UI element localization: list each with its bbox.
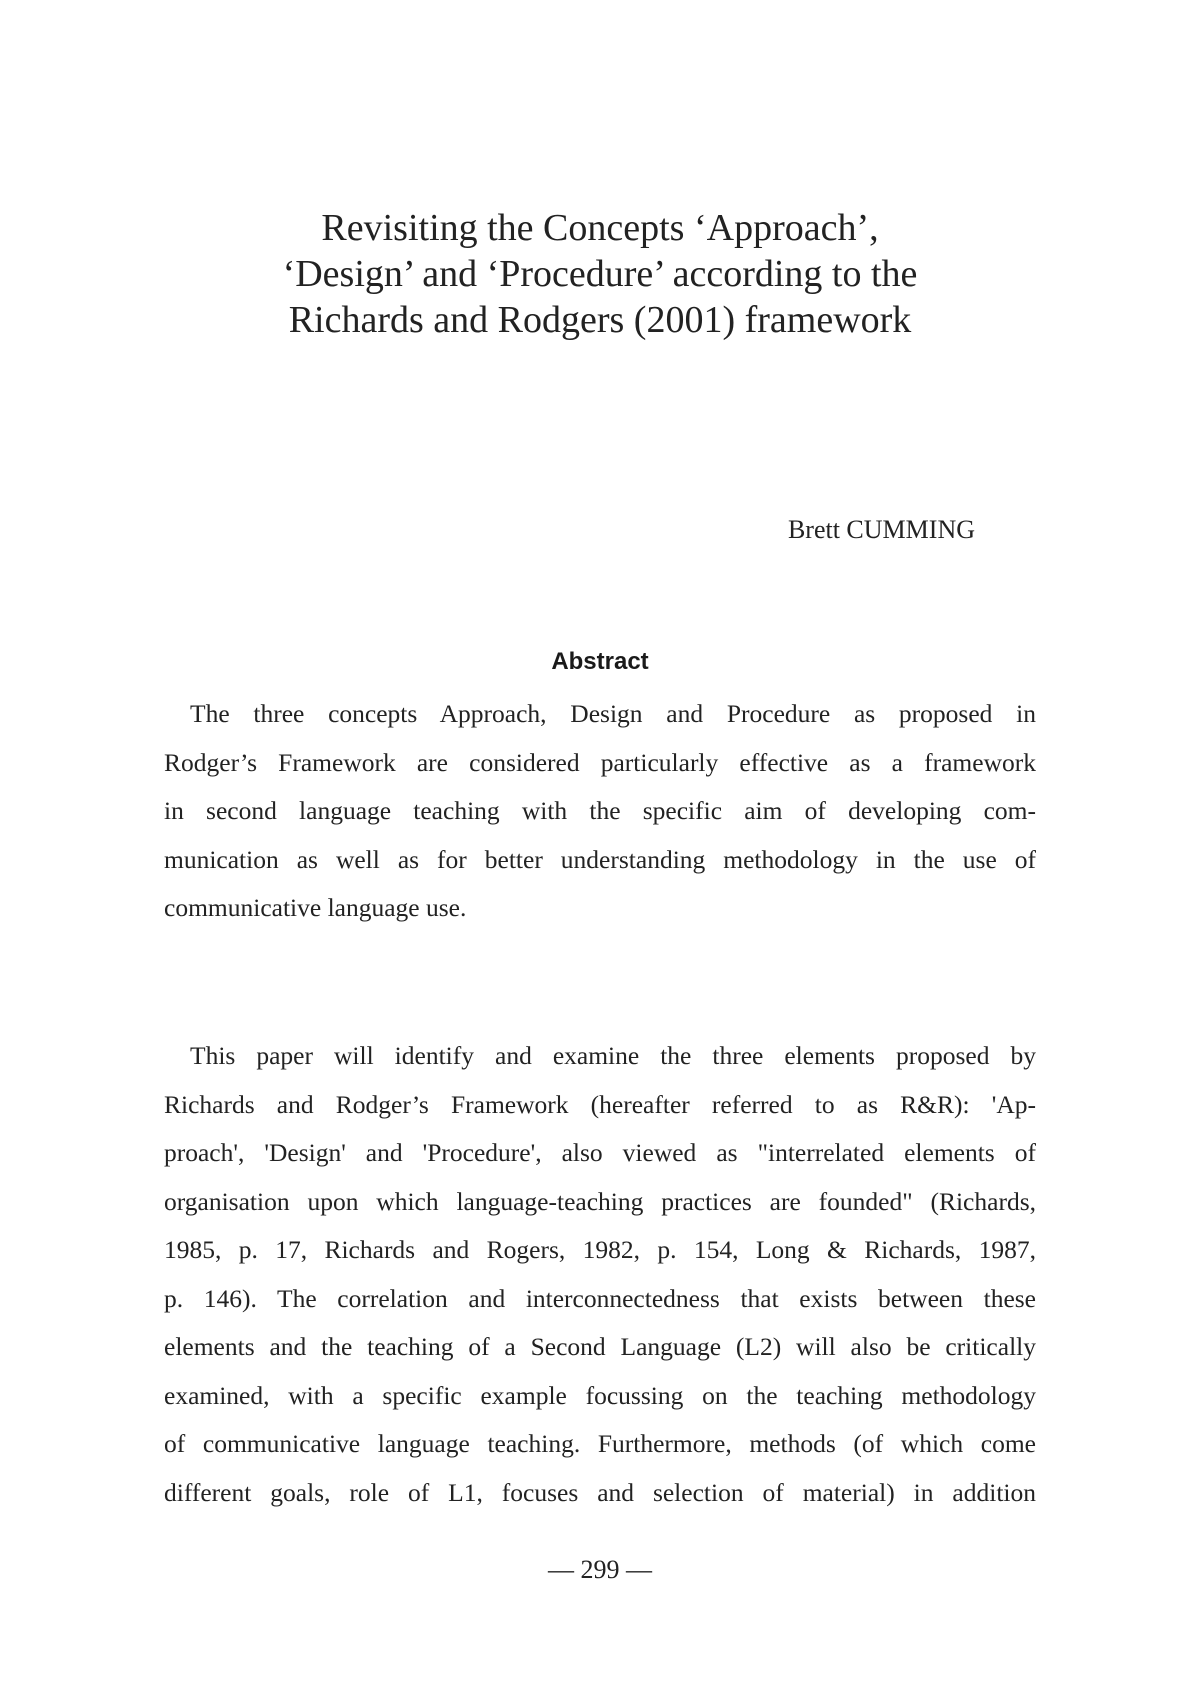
abstract-line: Rodger’s Framework are considered particularly effective as a framework bbox=[164, 747, 1036, 777]
abstract-paragraph bbox=[164, 690, 1036, 933]
body-line: 1985, p. 17, Richards and Rogers, 1982, p. 154, Long & Richards, 1987, bbox=[164, 1235, 1036, 1264]
body-line: p. 146). The correlation and interconnectedness that exists between these bbox=[164, 1283, 1036, 1313]
body-line: elements and the teaching of a Second Language (L2) will also be critically bbox=[164, 1332, 1036, 1361]
paper-title bbox=[160, 205, 1040, 343]
title-line-2: ‘Design’ and ‘Procedure’ according to the bbox=[282, 253, 918, 295]
body-line: organisation upon which language-teaching practices are founded" (Richards, bbox=[164, 1186, 1036, 1216]
title-line-1: Revisiting the Concepts ‘Approach’, bbox=[321, 207, 879, 249]
body-line: proach', 'Design' and 'Procedure', also viewed as "interrelated elements of bbox=[164, 1138, 1036, 1167]
page-number: — 299 — bbox=[548, 1555, 652, 1584]
abstract-line: munication as well as for better understanding methodology in the use of bbox=[164, 844, 1036, 874]
abstract-line: The three concepts Approach, Design and Procedure as proposed in bbox=[190, 699, 1036, 728]
abstract-line: in second language teaching with the specific aim of developing com- bbox=[164, 796, 1036, 825]
abstract-line: communicative language use. bbox=[164, 893, 467, 922]
body-line: of communicative language teaching. Furthermore, methods (of which come bbox=[164, 1429, 1036, 1458]
title-line-3: Richards and Rodgers (2001) framework bbox=[288, 299, 912, 341]
body-line: This paper will identify and examine the three elements proposed by bbox=[190, 1041, 1036, 1070]
abstract-heading: Abstract bbox=[551, 648, 649, 675]
author-name: Brett CUMMING bbox=[787, 515, 975, 544]
body-line: examined, with a specific example focussing on the teaching methodology bbox=[164, 1380, 1036, 1410]
body-line: different goals, role of L1, focuses and selection of material) in addition bbox=[164, 1477, 1036, 1507]
body-paragraph bbox=[164, 1032, 1036, 1517]
body-line: Richards and Rodger’s Framework (hereafter referred to as R&R): 'Ap- bbox=[164, 1089, 1036, 1119]
